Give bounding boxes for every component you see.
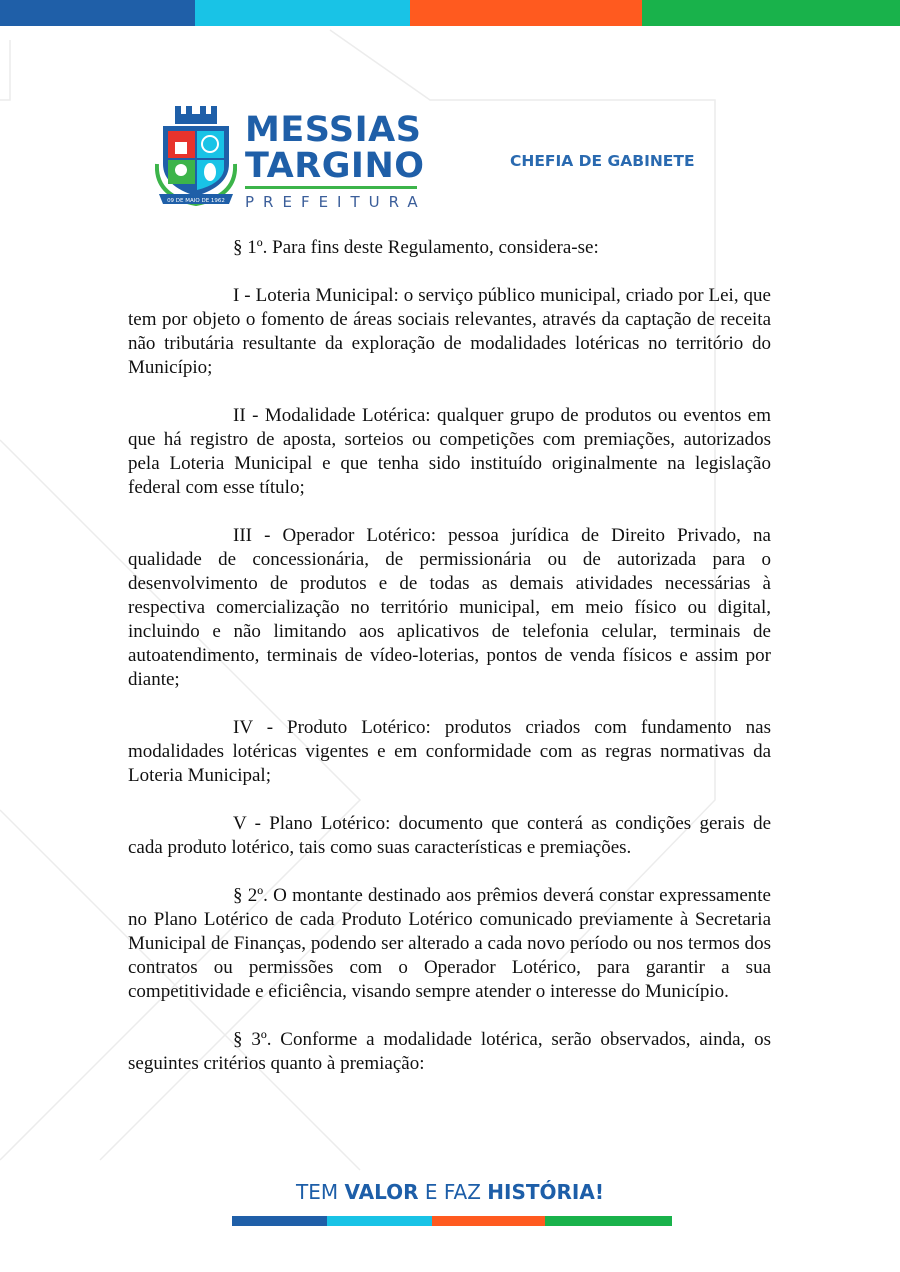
slogan-part-3: E FAZ (418, 1180, 488, 1204)
footer-color-bar (232, 1216, 672, 1226)
brand-title-line2: TARGINO (245, 146, 425, 186)
top-color-bar (0, 0, 900, 26)
brand-subtitle: PREFEITURA (245, 186, 417, 211)
footer-bar-blue (232, 1216, 327, 1226)
slogan-part-1: TEM (296, 1180, 345, 1204)
paragraph-1: § 1º. Para fins deste Regulamento, considera-se: (233, 237, 599, 258)
brand-wordmark (245, 112, 425, 211)
brand-title-line1: MESSIAS (245, 110, 422, 150)
footer-bar-cyan (327, 1216, 432, 1226)
paragraph-2: I - Loteria Municipal: o serviço público municipal, criado por Lei, que tem por objeto o fomento de áreas sociais relevantes, através da captação de receita não tributária resultante da exploração de modalidades lotéricas no território do Município; (128, 285, 771, 378)
crown-icon (175, 106, 217, 124)
paragraph-6: V - Plano Lotérico: documento que conterá as condições gerais de cada produto lotérico, tais como suas características e premiações. (128, 813, 771, 858)
document-body (128, 236, 771, 1100)
paragraph-4: III - Operador Lotérico: pessoa jurídica de Direito Privado, na qualidade de concessionária, de permissionária ou de autorizada para o desenvolvimento de produtos e de todas as demais atividades necessárias à respectiva comercialização no território municipal, em meio físico ou digital, incluindo e não limitando aos aplicativos de telefonia celular, terminais de autoatendimento, terminais de vídeo-loterias, pontos de venda físicos e assim por diante; (128, 525, 771, 690)
paragraph-8: § 3º. Conforme a modalidade lotérica, serão observados, ainda, os seguintes critérios quanto à premiação: (128, 1029, 771, 1074)
footer-bar-orange (432, 1216, 545, 1226)
coat-of-arms-logo (155, 104, 237, 212)
paragraph-3: II - Modalidade Lotérica: qualquer grupo de produtos ou eventos em que há registro de aposta, sorteios ou competições com premiações, autorizados pela Loteria Municipal e que tenha sido instituído originalmente na legislação federal com esse título; (128, 405, 771, 498)
slogan-part-2: VALOR (344, 1180, 419, 1204)
top-bar-orange (410, 0, 642, 26)
svg-text:09 DE MAIO DE 1962: 09 DE MAIO DE 1962 (167, 198, 225, 204)
top-bar-blue (0, 0, 195, 26)
paragraph-7: § 2º. O montante destinado aos prêmios deverá constar expressamente no Plano Lotérico de cada Produto Lotérico comunicado previamente à Secretaria Municipal de Finanças, podendo ser alterado a cada novo período ou nos termos dos contratos ou permissões com o Operador Lotérico, para garantir a sua competitividade e eficiência, visando sempre atender o interesse do Município. (128, 885, 771, 1002)
footer-bar-green (545, 1216, 672, 1226)
department-title: CHEFIA DE GABINETE (510, 152, 695, 170)
top-bar-green (642, 0, 900, 26)
slogan-part-4: HISTÓRIA! (487, 1180, 604, 1204)
paragraph-5: IV - Produto Lotérico: produtos criados com fundamento nas modalidades lotéricas vigentes e em conformidade com as regras normativas da Loteria Municipal; (128, 717, 771, 786)
footer-slogan (0, 1180, 900, 1204)
top-bar-cyan (195, 0, 410, 26)
